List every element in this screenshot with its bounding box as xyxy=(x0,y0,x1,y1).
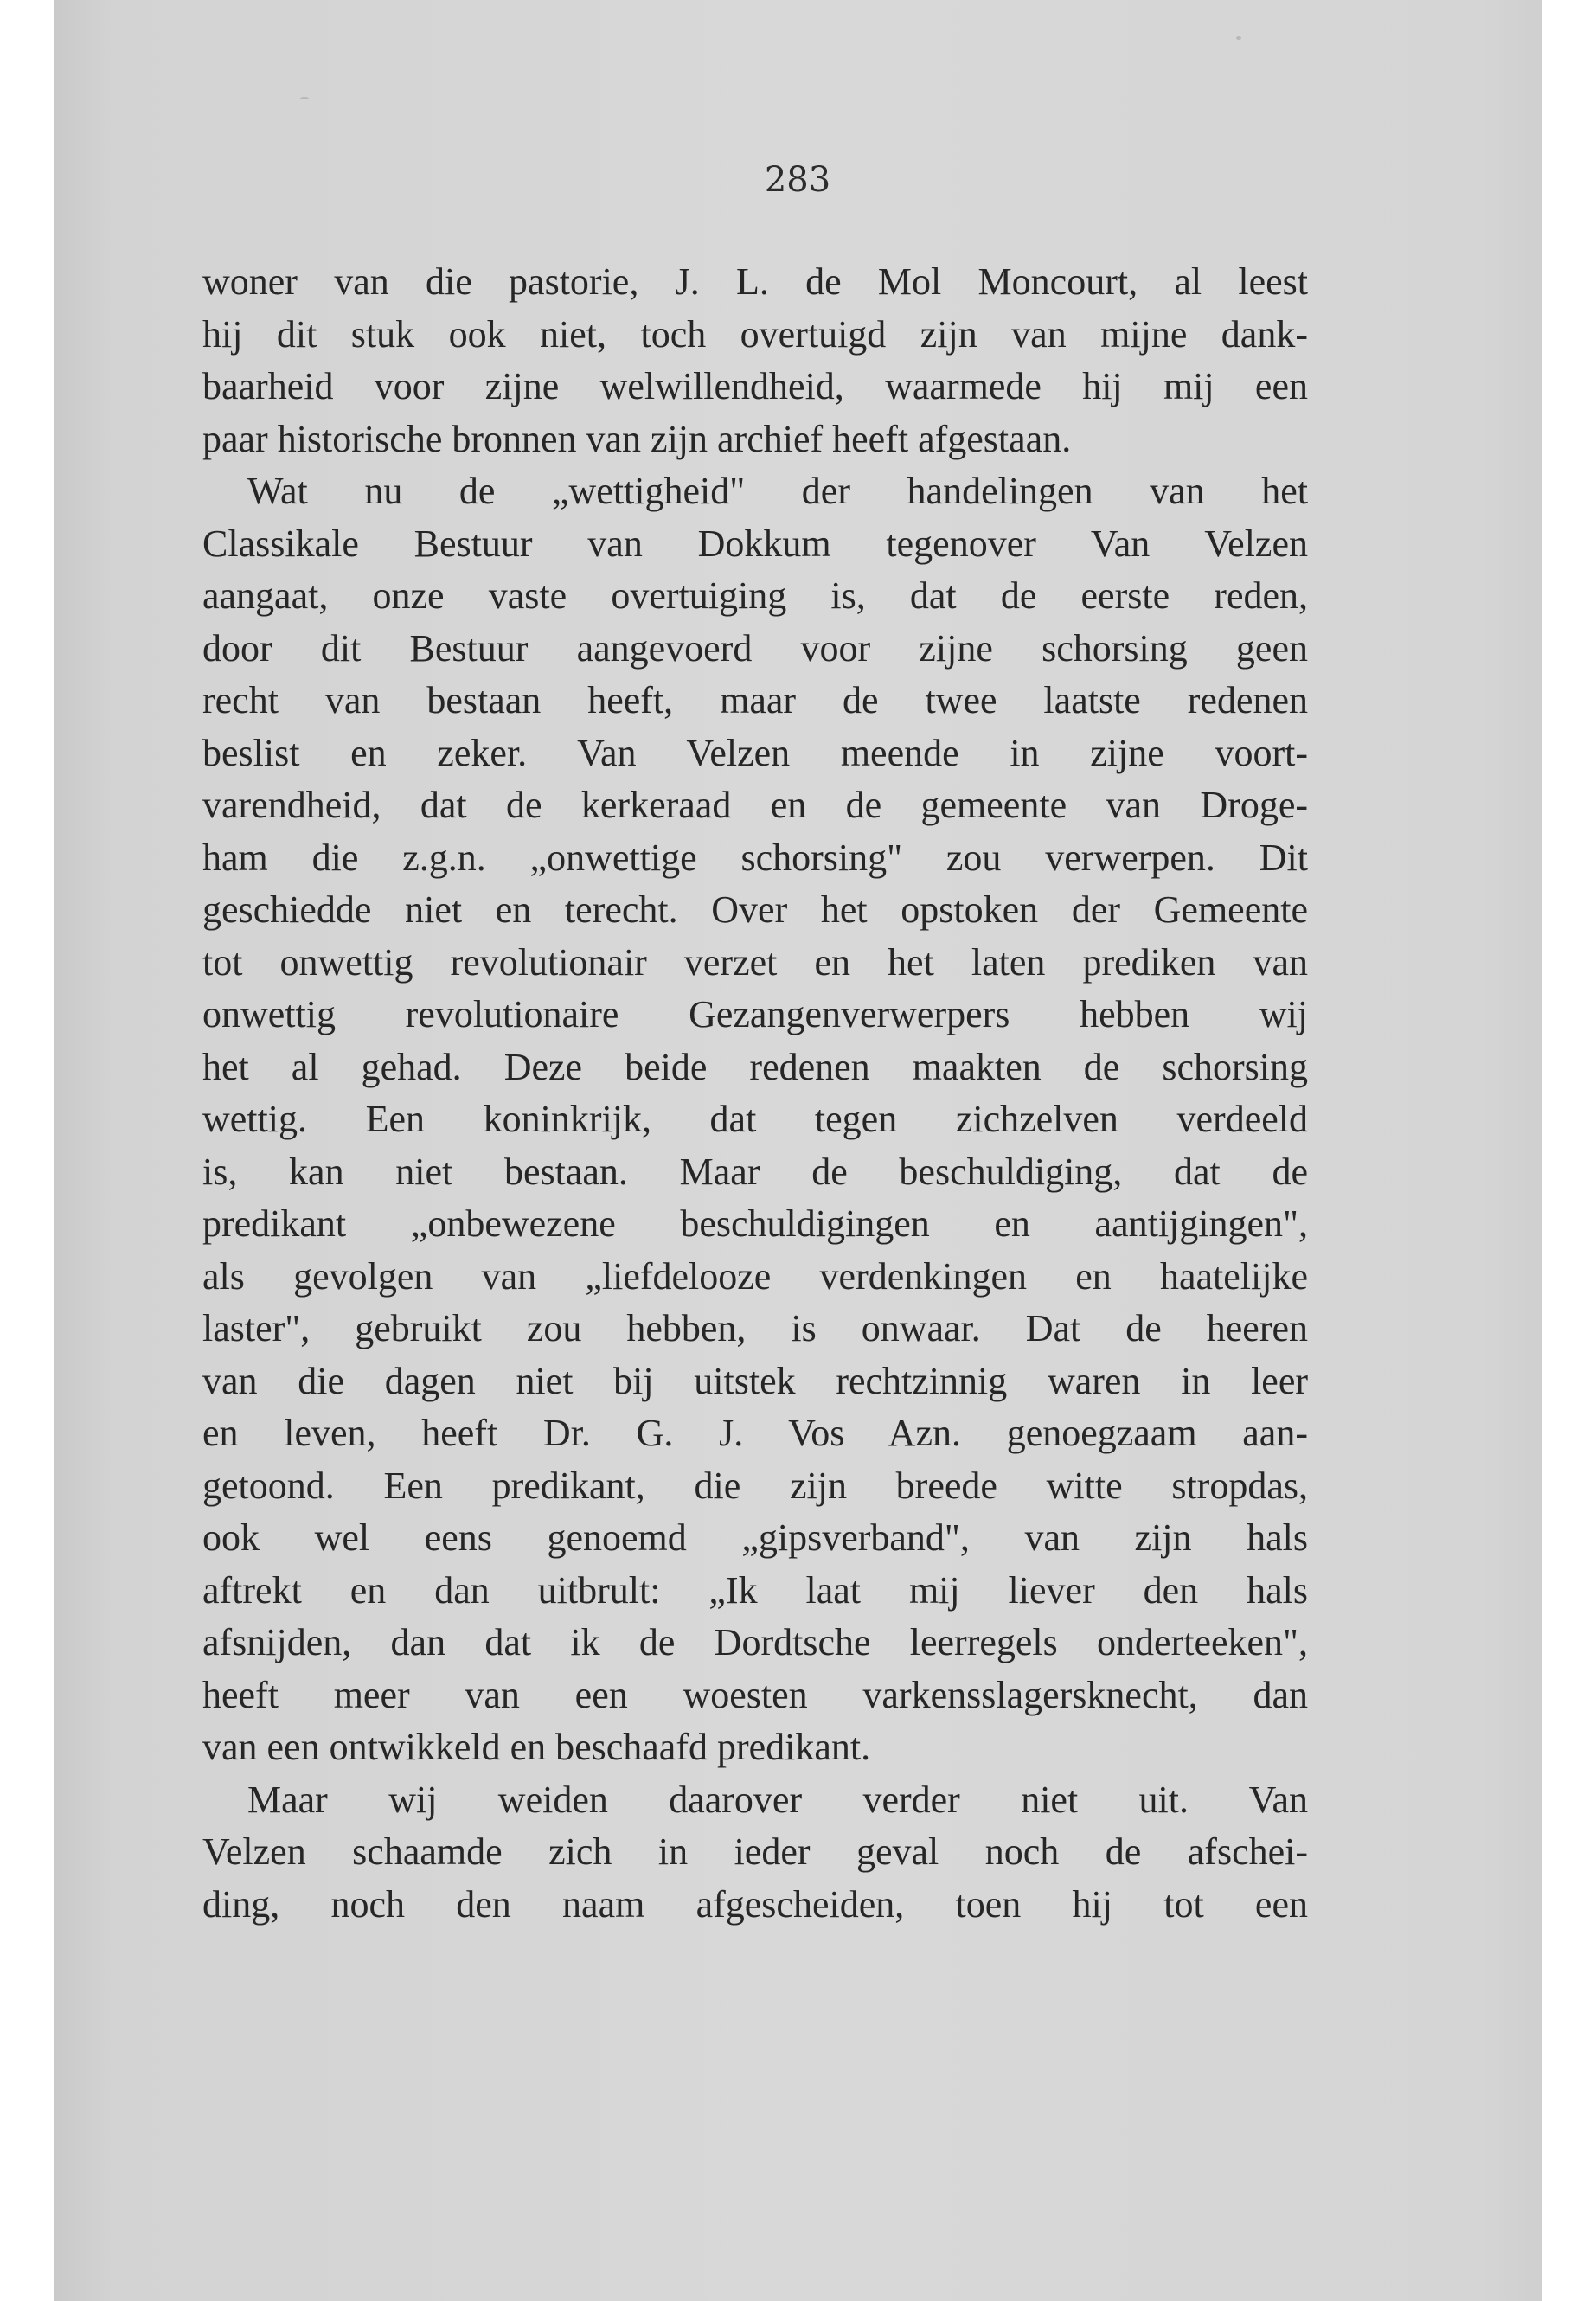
text-line: ham die z.g.n. „onwettige schorsing" zou verwerpen. Dit xyxy=(202,836,1308,879)
text-line: het al gehad. Deze beide redenen maakten de schorsing xyxy=(202,1045,1308,1088)
text-line: beslist en zeker. Van Velzen meende in zijne voort- xyxy=(202,731,1308,774)
page-number: 283 xyxy=(764,160,831,200)
text-line: en leven, heeft Dr. G. J. Vos Azn. genoegzaam aan- xyxy=(202,1412,1308,1454)
text-line: baarheid voor zijne welwillendheid, waarmede hij mij een xyxy=(202,365,1308,407)
text-line: varendheid, dat de kerkeraad en de gemeente van Droge- xyxy=(202,784,1308,826)
text-line: laster", gebruikt zou hebben, is onwaar. Dat de heeren xyxy=(202,1307,1308,1349)
text-line: woner van die pastorie, J. L. de Mol Moncourt, al leest xyxy=(202,260,1308,303)
scan-margin-left xyxy=(0,0,54,2301)
text-line: van een ontwikkeld en beschaafd predikant. xyxy=(202,1726,871,1768)
body-text xyxy=(202,256,1308,1931)
text-line: ding, noch den naam afgescheiden, toen hij tot een xyxy=(202,1882,1308,1926)
speck-mark xyxy=(300,97,309,99)
text-line: paar historische bronnen van zijn archief heeft afgestaan. xyxy=(202,417,1072,460)
text-line: afsnijden, dan dat ik de Dordtsche leerregels onderteeken", xyxy=(202,1621,1308,1663)
text-line: recht van bestaan heeft, maar de twee laatste redenen xyxy=(202,679,1308,721)
text-line: door dit Bestuur aangevoerd voor zijne schorsing geen xyxy=(202,626,1308,670)
text-line: aftrekt en dan uitbrult: „Ik laat mij liever den hals xyxy=(202,1568,1308,1612)
text-line: tot onwettig revolutionair verzet en het laten prediken van xyxy=(202,940,1308,984)
text-line: onwettig revolutionaire Gezangenverwerpers hebben wij xyxy=(202,993,1308,1035)
text-line: wettig. Een koninkrijk, dat tegen zichzelven verdeeld xyxy=(202,1098,1308,1140)
text-line: Velzen schaamde zich in ieder geval noch de afschei- xyxy=(202,1830,1308,1873)
text-line: getoond. Een predikant, die zijn breede witte stropdas, xyxy=(202,1464,1308,1507)
text-line: heeft meer van een woesten varkensslagersknecht, dan xyxy=(202,1673,1308,1716)
text-line: geschiedde niet en terecht. Over het opstoken der Gemeente xyxy=(202,888,1308,931)
text-line: Maar wij weiden daarover verder niet uit. Van xyxy=(247,1778,1308,1821)
text-line: Wat nu de „wettigheid" der handelingen van het xyxy=(247,470,1308,512)
scan-margin-right xyxy=(1542,0,1596,2301)
text-line: als gevolgen van „liefdelooze verdenkingen en haatelijke xyxy=(202,1254,1308,1298)
text-line: van die dagen niet bij uitstek rechtzinnig waren in leer xyxy=(202,1359,1308,1402)
speck-mark xyxy=(1236,36,1241,40)
text-line: hij dit stuk ook niet, toch overtuigd zijn van mijne dank- xyxy=(202,312,1308,356)
text-line: predikant „onbewezene beschuldigingen en aantijgingen", xyxy=(202,1202,1308,1245)
text-line: aangaat, onze vaste overtuiging is, dat de eerste reden, xyxy=(202,574,1308,617)
paper-sheet xyxy=(54,0,1542,2301)
text-line: is, kan niet bestaan. Maar de beschuldiging, dat de xyxy=(202,1150,1308,1193)
text-line: Classikale Bestuur van Dokkum tegenover Van Velzen xyxy=(202,522,1308,565)
text-line: ook wel eens genoemd „gipsverband", van zijn hals xyxy=(202,1516,1308,1559)
